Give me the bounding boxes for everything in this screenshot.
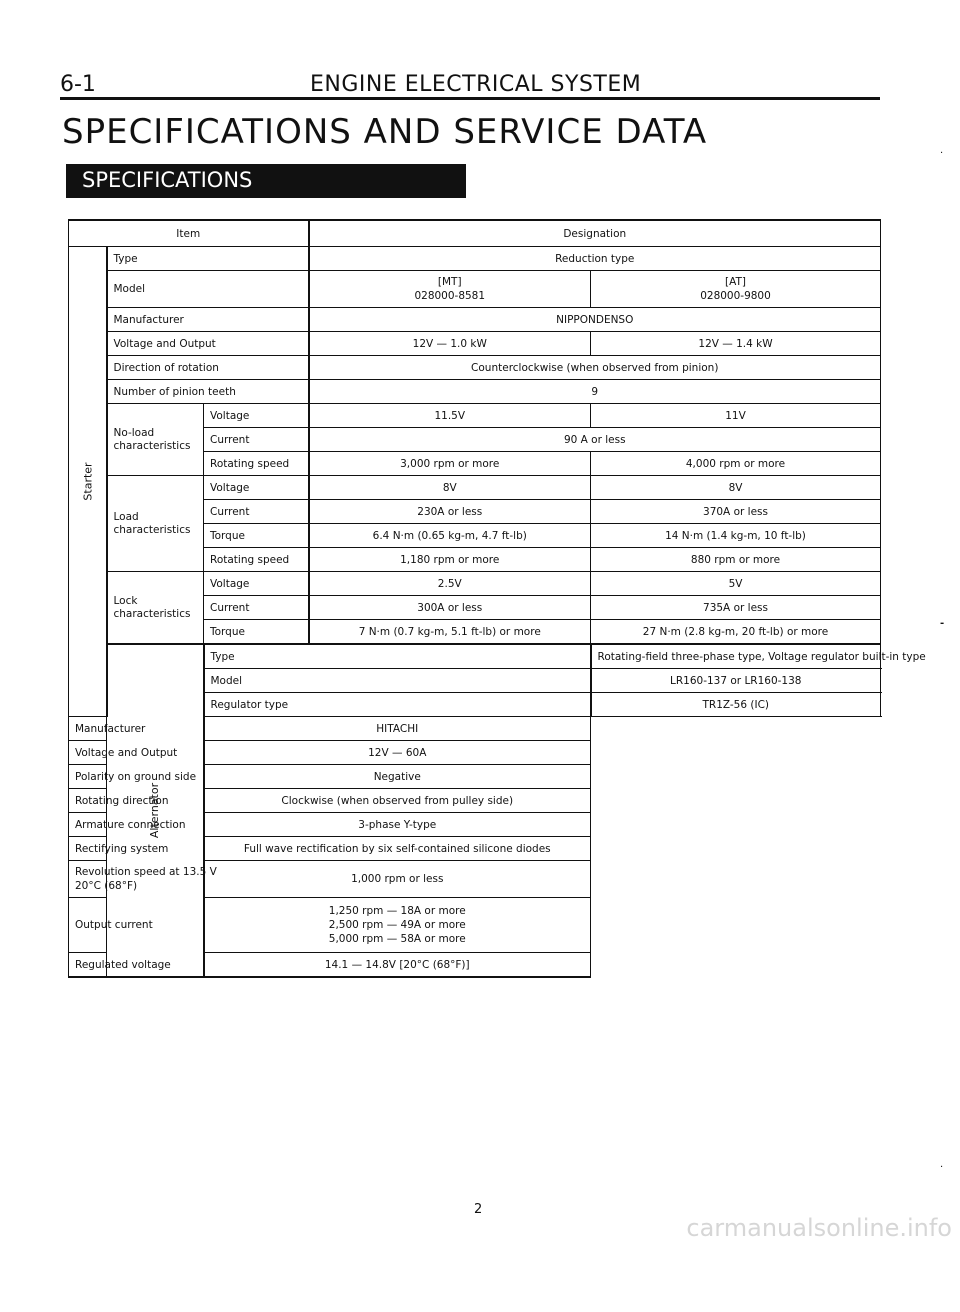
row-label: Regulator type <box>204 693 591 717</box>
row-value-mt: 11.5V <box>309 404 591 428</box>
row-value: Negative <box>204 765 591 789</box>
row-label: Manufacturer <box>69 717 204 741</box>
load-label: Load characteristics <box>107 476 204 572</box>
sub-label: Voltage <box>204 476 309 500</box>
row-value-at: 4,000 rpm or more <box>591 452 881 476</box>
row-value: 12V — 60A <box>204 741 591 765</box>
row-value: 14.1 — 14.8V [20°C (68°F)] <box>204 953 591 978</box>
row-label: Polarity on ground side <box>69 765 204 789</box>
row-label: Regulated voltage <box>69 953 204 978</box>
table-row <box>69 789 881 813</box>
row-value-mt: 1,180 rpm or more <box>309 548 591 572</box>
row-value-mt: 3,000 rpm or more <box>309 452 591 476</box>
row-value: NIPPONDENSO <box>309 308 881 332</box>
row-value-mt: 7 N·m (0.7 kg-m, 5.1 ft-lb) or more <box>309 620 591 645</box>
margin-mark: - <box>940 618 945 629</box>
table-row <box>69 765 881 789</box>
table-row <box>69 356 881 380</box>
sub-label: Current <box>204 596 309 620</box>
table-row <box>69 741 881 765</box>
table-row <box>69 271 881 308</box>
row-value-mt: 6.4 N·m (0.65 kg-m, 4.7 ft-lb) <box>309 524 591 548</box>
row-label: Revolution speed at 13.5 V 20°C (68°F) <box>69 861 204 898</box>
starter-group-label: Starter <box>69 247 107 717</box>
row-value: Reduction type <box>309 247 881 271</box>
row-value: 1,000 rpm or less <box>204 861 591 898</box>
page-header <box>60 72 880 98</box>
row-label: Type <box>107 247 309 271</box>
table-row <box>69 953 881 978</box>
row-value: TR1Z-56 (IC) <box>591 693 881 717</box>
row-label: Direction of rotation <box>107 356 309 380</box>
row-value: Counterclockwise (when observed from pinion) <box>309 356 881 380</box>
row-value-at: 12V — 1.4 kW <box>591 332 881 356</box>
row-label: Voltage and Output <box>107 332 309 356</box>
sub-label: Voltage <box>204 404 309 428</box>
specifications-table <box>68 219 926 1312</box>
watermark: carmanualsonline.info <box>686 1214 952 1242</box>
row-value: 3-phase Y-type <box>204 813 591 837</box>
table-row <box>69 380 881 404</box>
chapter-title: ENGINE ELECTRICAL SYSTEM <box>310 72 642 97</box>
sub-label: Torque <box>204 620 309 645</box>
row-value: 9 <box>309 380 881 404</box>
sub-label: Current <box>204 500 309 524</box>
row-label: Number of pinion teeth <box>107 380 309 404</box>
row-value-mt: 8V <box>309 476 591 500</box>
row-label: Output current <box>69 898 204 953</box>
table-row <box>69 898 881 953</box>
item-header: Item <box>69 220 309 247</box>
row-value-at: 5V <box>591 572 881 596</box>
table-row <box>69 837 881 861</box>
row-value-at: 14 N·m (1.4 kg-m, 10 ft-lb) <box>591 524 881 548</box>
table-row <box>69 404 881 428</box>
row-value: 90 A or less <box>309 428 881 452</box>
row-label: Model <box>107 271 309 308</box>
table-row <box>69 332 881 356</box>
row-value: Rotating-field three-phase type, Voltage regulator built-in type <box>591 644 881 669</box>
table-row <box>69 717 881 741</box>
table-header-row <box>69 220 881 247</box>
table-row <box>69 861 881 898</box>
table-row <box>69 572 881 596</box>
table-row <box>69 644 881 669</box>
sub-label: Torque <box>204 524 309 548</box>
section-banner <box>66 164 466 198</box>
row-value: HITACHI <box>204 717 591 741</box>
noload-label: No-load characteristics <box>107 404 204 476</box>
margin-mark: · <box>940 148 944 159</box>
table-row <box>69 308 881 332</box>
table-row <box>69 813 881 837</box>
designation-header: Designation <box>309 220 881 247</box>
sub-label: Rotating speed <box>204 548 309 572</box>
row-value-mt: 12V — 1.0 kW <box>309 332 591 356</box>
row-value-at: 880 rpm or more <box>591 548 881 572</box>
row-value-at: [AT] 028000-9800 <box>591 271 881 308</box>
table-row <box>69 476 881 500</box>
row-label: Type <box>204 644 591 669</box>
section-number: 6-1 <box>60 72 96 97</box>
row-label: Manufacturer <box>107 308 309 332</box>
row-value-at: 11V <box>591 404 881 428</box>
row-value: 1,250 rpm — 18A or more 2,500 rpm — 49A or more 5,000 rpm — 58A or more <box>204 898 591 953</box>
row-label: Rectifying system <box>69 837 204 861</box>
section-banner-label: SPECIFICATIONS <box>82 168 253 192</box>
row-label: Model <box>204 669 591 693</box>
row-label: Rotating direction <box>69 789 204 813</box>
row-value-at: 735A or less <box>591 596 881 620</box>
header-rule <box>60 97 880 100</box>
row-label: Armature connection <box>69 813 204 837</box>
table-row <box>69 247 881 271</box>
row-value-at: 27 N·m (2.8 kg-m, 20 ft-lb) or more <box>591 620 881 645</box>
margin-mark: · <box>940 1162 944 1173</box>
row-value-mt: 2.5V <box>309 572 591 596</box>
sub-label: Current <box>204 428 309 452</box>
row-label: Voltage and Output <box>69 741 204 765</box>
row-value-at: 8V <box>591 476 881 500</box>
row-value-mt: 300A or less <box>309 596 591 620</box>
row-value: Clockwise (when observed from pulley side) <box>204 789 591 813</box>
sub-label: Voltage <box>204 572 309 596</box>
row-value-mt: 230A or less <box>309 500 591 524</box>
row-value: Full wave rectification by six self-contained silicone diodes <box>204 837 591 861</box>
row-value-mt: [MT] 028000-8581 <box>309 271 591 308</box>
sub-label: Rotating speed <box>204 452 309 476</box>
row-value-at: 370A or less <box>591 500 881 524</box>
lock-label: Lock characteristics <box>107 572 204 645</box>
row-value: LR160-137 or LR160-138 <box>591 669 881 693</box>
page-number: 2 <box>474 1202 483 1217</box>
page-title: SPECIFICATIONS AND SERVICE DATA <box>62 112 708 152</box>
alternator-group-label: Alternator <box>107 644 204 977</box>
